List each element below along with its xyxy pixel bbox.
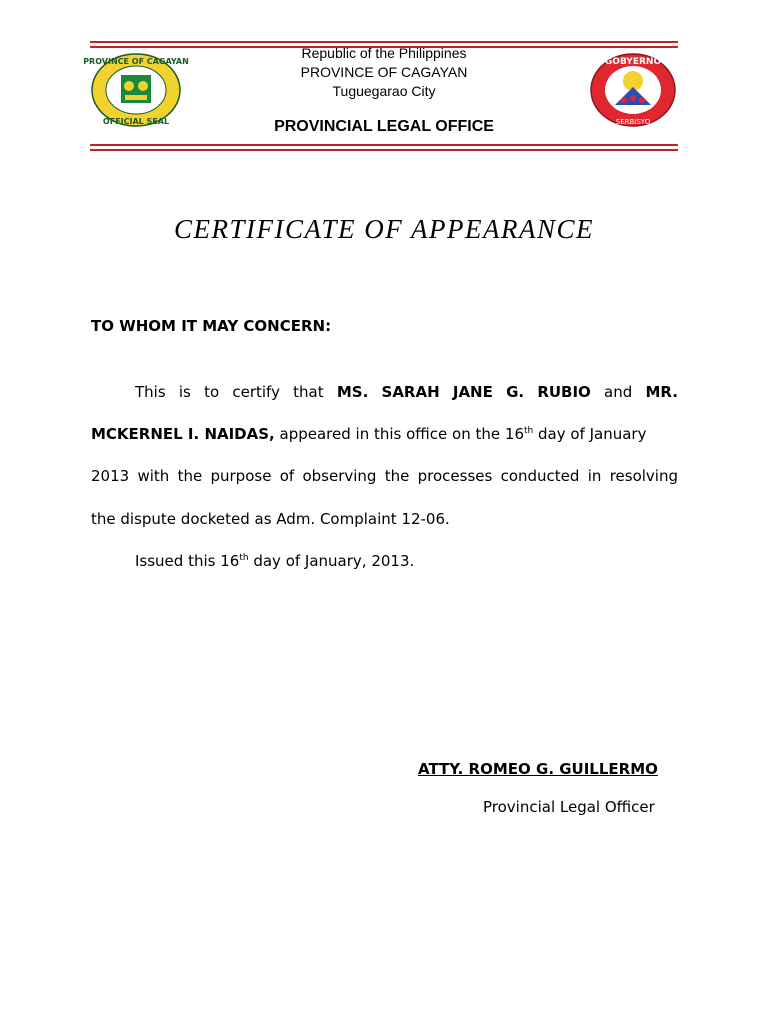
body-word: conducted — [500, 467, 580, 485]
body-text: day of January — [538, 425, 647, 443]
left-seal-top-text: PROVINCE OF CAGAYAN — [83, 57, 189, 66]
body-word: with — [137, 467, 170, 485]
body-word: in — [587, 467, 602, 485]
body-word: the — [177, 467, 203, 485]
body-word: certify — [232, 383, 280, 401]
body-word: observing — [302, 467, 377, 485]
gobyerno-logo-icon — [588, 53, 678, 127]
body-line-1 — [135, 382, 678, 402]
signatory-name: ATTY. ROMEO G. GUILLERMO — [418, 760, 658, 778]
issued-ordinal-suffix: th — [239, 553, 249, 563]
header-rule-bottom-inner — [90, 149, 678, 151]
body-word: that — [293, 383, 324, 401]
province-line: PROVINCE OF CAGAYAN — [300, 64, 468, 80]
left-seal-bottom-text: OFFICIAL SEAL — [102, 117, 170, 126]
body-word-bold: MS. — [336, 383, 369, 401]
body-word: is — [178, 383, 191, 401]
office-name: PROVINCIAL LEGAL OFFICE — [274, 118, 494, 135]
body-word-bold: JANE — [452, 383, 493, 401]
body-word: the — [384, 467, 410, 485]
salutation: TO WHOM IT MAY CONCERN: — [91, 317, 332, 335]
issued-prefix: Issued this — [135, 552, 216, 570]
body-word: processes — [417, 467, 493, 485]
body-line-4: the dispute docketed as Adm. Complaint 12-06. — [91, 510, 450, 528]
body-word: purpose — [210, 467, 272, 485]
header-rule-bottom — [90, 144, 678, 146]
body-line-2 — [91, 424, 678, 444]
city-line: Tuguegarao City — [332, 83, 436, 99]
body-word: and — [604, 383, 633, 401]
issued-line — [135, 551, 722, 571]
header-rule-top — [90, 41, 678, 43]
body-word: 2013 — [91, 467, 130, 485]
body-word-bold: RUBIO — [537, 383, 591, 401]
body-word-bold: G. — [506, 383, 525, 401]
issued-suffix: day of January, 2013. — [253, 552, 415, 570]
body-line-3 — [91, 466, 678, 486]
body-word: to — [204, 383, 220, 401]
signatory-position: Provincial Legal Officer — [483, 798, 655, 816]
body-text: appeared in this office on the — [279, 425, 501, 443]
certificate-title: CERTIFICATE OF APPEARANCE — [174, 214, 594, 244]
day-number: 16 — [504, 425, 524, 443]
body-word-bold: MR. — [645, 383, 678, 401]
body-word-bold: SARAH — [381, 383, 440, 401]
right-seal-bottom-text: SERBISYO — [615, 118, 651, 126]
body-word: of — [279, 467, 295, 485]
body-word: This — [135, 383, 166, 401]
right-seal-top-text: GOBYERNO — [604, 57, 662, 67]
issued-day-number: 16 — [220, 552, 240, 570]
person-name: MCKERNEL I. NAIDAS, — [91, 425, 275, 443]
body-word: resolving — [609, 467, 678, 485]
republic-line: Republic of the Philippines — [301, 45, 467, 61]
ordinal-suffix: th — [524, 426, 534, 436]
